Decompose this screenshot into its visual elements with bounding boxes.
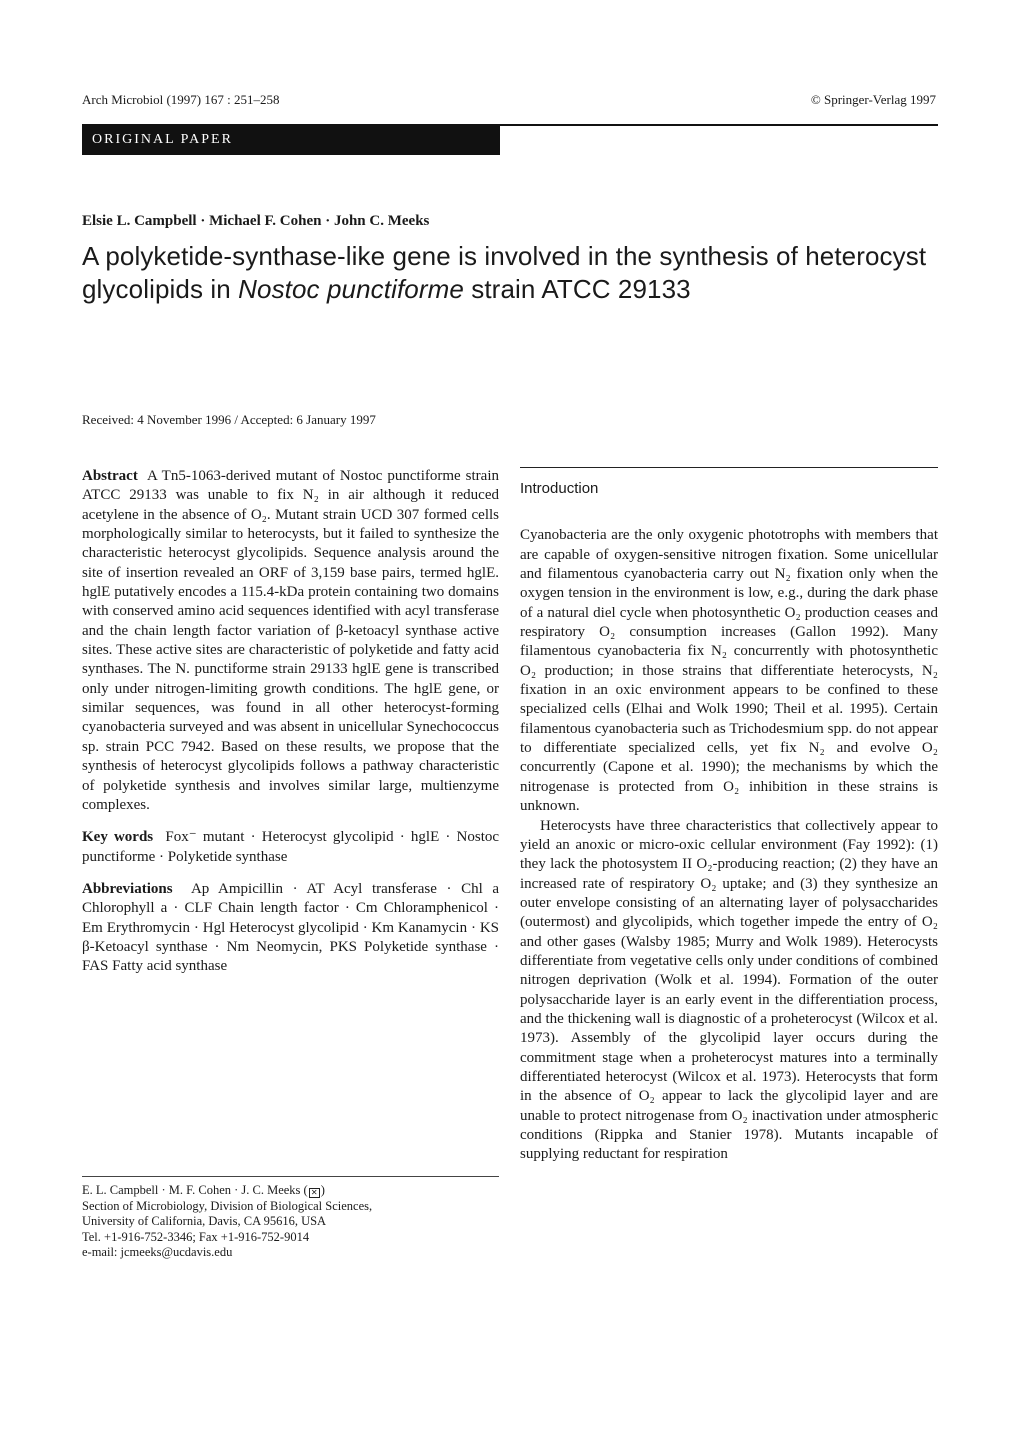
envelope-icon: ✕	[309, 1188, 320, 1198]
abstract-heading: Abstract	[82, 468, 138, 484]
article-title	[82, 240, 942, 306]
keywords	[82, 828, 499, 867]
abbreviations-text: Ap Ampicillin · AT Acyl transferase · Chl a Chlorophyll a · CLF Chain length factor · Cm Chloramphenicol · Em Erythromycin · Hgl Heterocyst glycolipid · Km Kanamycin · KS β-Ketoacyl synthase · Nm Neomycin, PKS Polyketide synthase · FAS Fatty acid synthase	[82, 880, 499, 975]
affiliation-email: e-mail: jcmeeks@ucdavis.edu	[82, 1245, 233, 1259]
title-part-1: A polyketide-synthase-like gene is involved in the synthesis of heterocyst glycolipids in	[82, 241, 927, 304]
affiliation-phone: Tel. +1-916-752-3346; Fax +1-916-752-9014	[82, 1229, 310, 1244]
left-column	[82, 467, 499, 990]
article-type-label: ORIGINAL PAPER	[82, 124, 500, 155]
received-dates: Received: 4 November 1996 / Accepted: 6 January 1997	[82, 412, 376, 427]
affiliation-footnote	[82, 1176, 499, 1261]
journal-citation: Arch Microbiol (1997) 167 : 251–258	[82, 92, 280, 107]
introduction-heading: Introduction	[520, 480, 599, 497]
affiliation-division: Section of Microbiology, Division of Biological Sciences,	[82, 1198, 373, 1213]
header-rule	[500, 124, 938, 126]
copyright-notice: © Springer-Verlag 1997	[810, 92, 936, 107]
abstract	[82, 467, 499, 815]
abbreviations	[82, 880, 499, 977]
affiliation-university: University of California, Davis, CA 95616, USA	[82, 1214, 327, 1228]
abstract-text: A Tn5-1063-derived mutant of Nostoc punctiforme strain ATCC 29133 was unable to fix N₂ in air although it reduced acetylene in the absence of O₂. Mutant strain UCD 307 formed cells morphologically similar to heterocysts, but it failed to synthesize the characteristic heterocyst glycolipids. Sequence analysis around the site of insertion revealed an ORF of 3,159 base pairs, termed hglE. hglE putatively encodes a 115.4-kDa protein containing two domains with conserved amino acid sequences identified with acyl transferase and the chain length factor variation of β-ketoacyl synthase active sites. These active sites are characteristic of polyketide and fatty acid synthases. The N. punctiforme strain 29133 hglE gene is transcribed only under nitrogen-limiting growth conditions. The hglE gene, or similar sequences, was found in all other heterocyst-forming cyanobacteria surveyed and was absent in unicellular Synechococcus sp. strain PCC 7942. Based on these results, we propose that the synthesis of heterocyst glycolipids follows a pathway characteristic of polyketide synthesis and involves similar large, multienzyme complexes.	[82, 468, 499, 813]
title-part-2: strain ATCC 29133	[463, 274, 691, 304]
keywords-text: Fox⁻ mutant · Heterocyst glycolipid · hglE · Nostoc punctiforme · Polyketide synthase	[82, 829, 500, 865]
title-organism: Nostoc punctiforme	[238, 274, 464, 304]
keywords-heading: Key words	[82, 829, 154, 846]
right-column	[520, 467, 938, 1165]
abbreviations-heading: Abbreviations	[82, 880, 173, 897]
introduction-paragraph-2: Heterocysts have three characteristics that collectively appear to yield an anoxic or micro-oxic cellular environment (Fay 1992): (1) they lack the photosystem II O₂-producing reaction; (2) they have an increased rate of respiratory O₂ uptake; and (3) they synthesize an outer envelope consisting of an alternating layer of polysaccharides (outermost) and glycolipids, which together impede the entry of O₂ and other gases (Walsby 1985; Murry and Wolk 1989). Heterocysts differentiate from vegetative cells only under conditions of combined nitrogen deprivation (Wolk et al. 1994). Formation of the outer polysaccharide layer is an early event in the differentiation process, and the thickening wall is diagnostic of a proheterocyst (Wilcox et al. 1973). Assembly of the glycolipid layer occurs during the commitment stage when a proheterocyst matures into a terminally differentiated heterocyst (Wilcox et al. 1973). Heterocysts that form in the absence of O₂ appear to lack the glycolipid layer and are unable to protect nitrogenase from O₂ inactivation under atmospheric conditions (Rippka and Stanier 1978). Mutants incapable of supplying reductant for respiration	[520, 817, 938, 1163]
author-list: Elsie L. Campbell · Michael F. Cohen · John C. Meeks	[82, 213, 430, 229]
introduction-paragraph-1: Cyanobacteria are the only oxygenic phototrophs with members that are capable of oxygen-sensitive nitrogen fixation. Some unicellular and filamentous cyanobacteria carry out N₂ fixation only when the oxygen tension in the environment is low, e.g., during the dark phase of a natural diel cycle when photosynthetic O₂ production ceases and respiratory O₂ consumption increases (Gallon 1992). Many filamentous cyanobacteria fix N₂ concurrently with photosynthetic O₂ production; in those strains that differentiate heterocysts, N₂ fixation in an oxic environment appears to be confined to these specialized cells (Elhai and Wolk 1990; Theil et al. 1995). Certain filamentous cyanobacteria such as Trichodesmium spp. do not appear to differentiate specialized cells, yet fix N₂ and evolve O₂ concurrently (Capone et al. 1990); the mechanisms by which the nitrogenase is protected from O₂ inhibition in these strains is unknown.	[520, 527, 938, 815]
introduction-rule	[520, 467, 938, 468]
affiliation-names: E. L. Campbell · M. F. Cohen · J. C. Meeks ( ✕ )	[82, 1183, 325, 1197]
